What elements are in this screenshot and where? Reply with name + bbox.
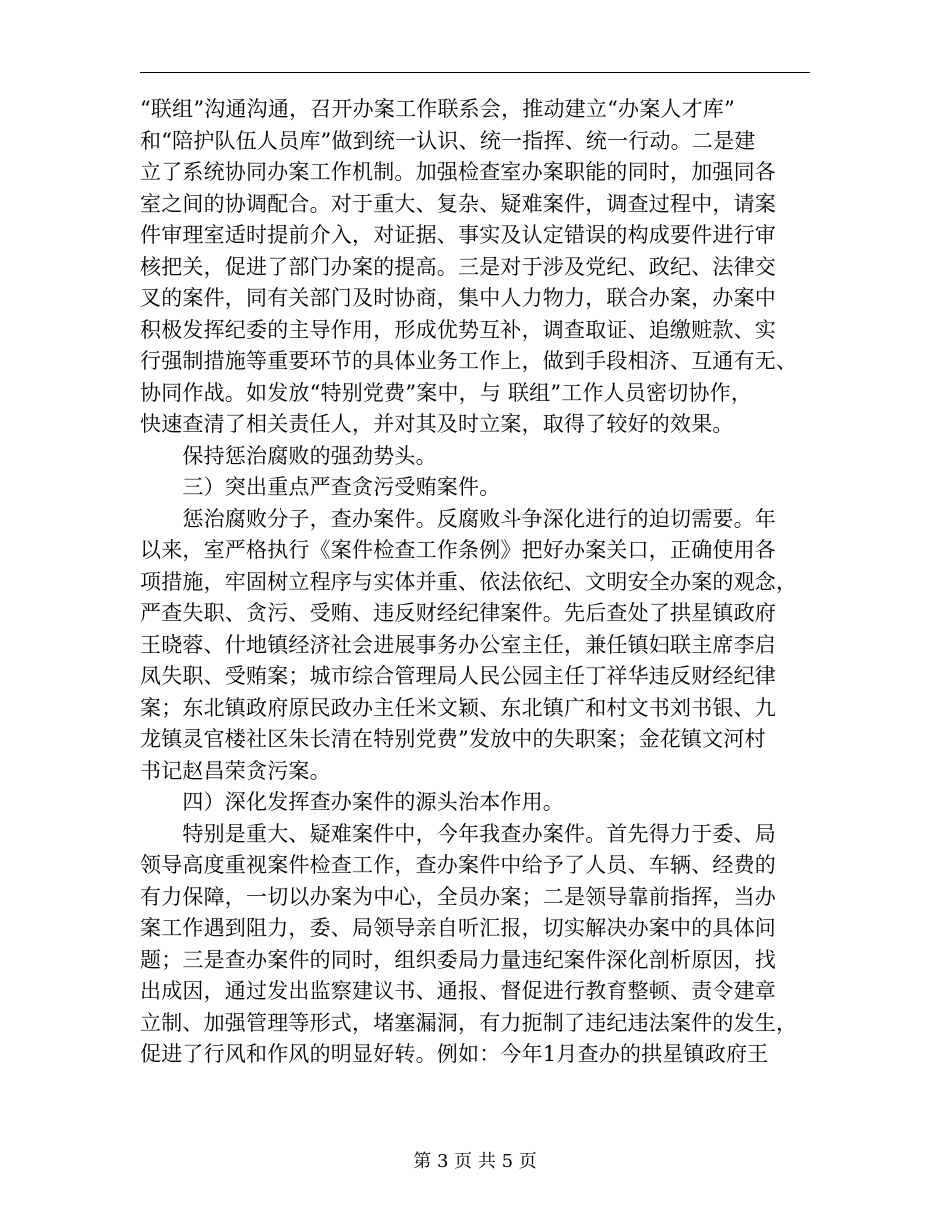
text-line: 室之间的协调配合。对于重大、复杂、疑难案件，调查过程中，请案 <box>140 191 776 216</box>
text-line: 书记赵昌荣贪污案。 <box>140 758 331 783</box>
text-line: 行强制措施等重要环节的具体业务工作上，做到手段相济、互通有无、 <box>140 349 798 373</box>
document-body <box>140 94 810 1071</box>
text-line: 立了系统协同办案工作机制。加强检查室办案职能的同时，加强同各 <box>140 160 776 184</box>
text-line: 协同作战。如发放“特别党费”案中，与 联组”工作人员密切协作， <box>140 380 753 405</box>
text-line: 保持惩治腐败的强劲势头。 <box>140 443 437 468</box>
text-line: 叉的案件，同有关部门及时协商，集中人力物力，联合办案，办案中 <box>140 286 776 310</box>
text-line: 四）深化发挥查办案件的源头治本作用。 <box>140 790 564 814</box>
text-line: 案工作遇到阻力，委、局领导亲自听汇报，切实解决办案中的具体问 <box>140 916 776 940</box>
text-line: 龙镇灵官楼社区朱长清在特别党费”发放中的失职案；金花镇文河村 <box>140 727 766 751</box>
text-line: 积极发挥纪委的主导作用，形成优势互补，调查取证、追缴赃款、实 <box>140 317 776 342</box>
text-line: 凤失职、受贿案；城市综合管理局人民公园主任丁祥华违反财经纪律 <box>140 664 776 688</box>
text-line: 案；东北镇政府原民政办主任米文颖、东北镇广和村文书刘书银、九 <box>140 695 776 720</box>
page-footer: 第 3 页 共 5 页 <box>413 1151 537 1172</box>
text-line: 核把关，促进了部门办案的提高。三是对于涉及党纪、政纪、法律交 <box>140 254 776 279</box>
text-line: 题；三是查办案件的同时，组织委局力量违纪案件深化剖析原因，找 <box>140 947 776 972</box>
text-line: 和“陪护队伍人员库”做到统一认识、统一指挥、统一行动。二是建 <box>140 128 756 153</box>
text-line: 严查失职、贪污、受贿、违反财经纪律案件。先后查处了拱星镇政府 <box>140 601 776 625</box>
header-rule <box>140 72 810 73</box>
text-line: “联组”沟通沟通，召开办案工作联系会，推动建立“办案人才库” <box>140 97 735 121</box>
text-line: 出成因，通过发出监察建议书、通报、督促进行教育整顿、责令建章 <box>140 979 776 1003</box>
text-line: 促进了行风和作风的明显好转。例如：今年1月查办的拱星镇政府王 <box>140 1042 769 1066</box>
text-line: 有力保障，一切以办案为中心，全员办案；二是领导靠前指挥，当办 <box>140 884 776 909</box>
text-line: 特别是重大、疑难案件中，今年我查办案件。首先得力于委、局 <box>140 821 776 846</box>
text-line: 项措施，牢固树立程序与实体并重、依法依纪、文明安全办案的观念， <box>140 569 798 594</box>
text-line: 王晓蓉、什地镇经济社会进展事务办公室主任，兼任镇妇联主席李启 <box>140 632 776 657</box>
text-line: 以来，室严格执行《案件检查工作条例》把好办案关口，正确使用各 <box>140 538 776 562</box>
text-line: 快速查清了相关责任人，并对其及时立案，取得了较好的效果。 <box>140 412 734 436</box>
text-line: 惩治腐败分子，查办案件。反腐败斗争深化进行的迫切需要。年 <box>140 506 776 531</box>
text-line: 领导高度重视案件检查工作，查办案件中给予了人员、车辆、经费的 <box>140 853 776 877</box>
text-line: 立制、加强管理等形式，堵塞漏洞，有力扼制了违纪违法案件的发生， <box>140 1010 798 1035</box>
text-line: 件审理室适时提前介入，对证据、事实及认定错误的构成要件进行审 <box>140 223 776 247</box>
text-line: 三）突出重点严查贪污受贿案件。 <box>140 475 501 499</box>
